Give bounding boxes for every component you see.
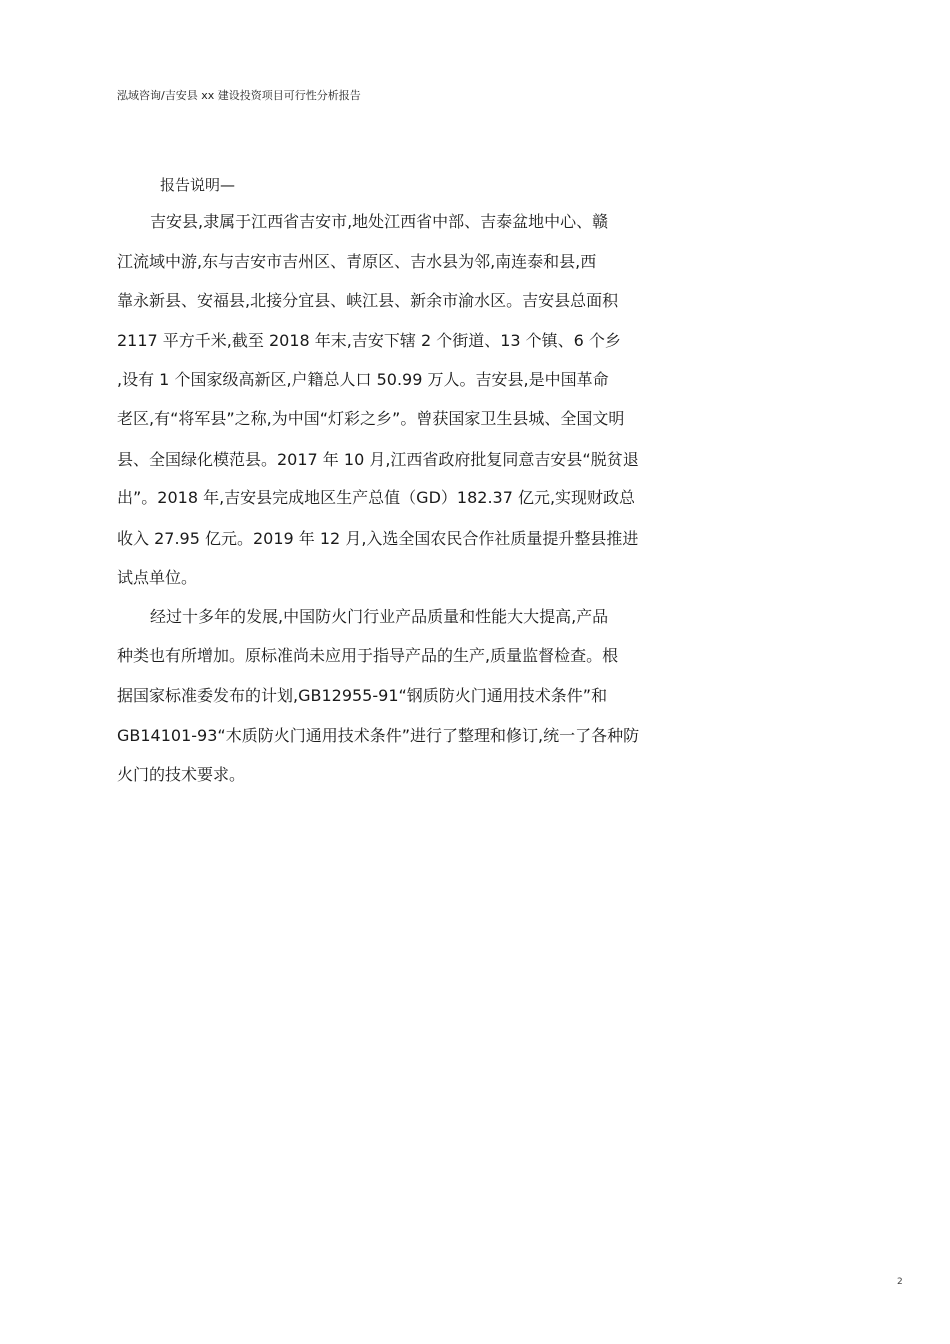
paragraph-1-line-2: 江流域中游,东与吉安市吉州区、青原区、吉水县为邻,南连泰和县,西: [117, 252, 597, 271]
paragraph-1-line-7: 县、全国绿化模范县。2017 年 10 月,江西省政府批复同意吉安县“脱贫退: [117, 450, 639, 469]
paragraph-1-line-4: 2117 平方千米,截至 2018 年末,吉安下辖 2 个街道、13 个镇、6 个乡: [117, 331, 621, 350]
paragraph-1-line-1: 吉安县,隶属于江西省吉安市,地处江西省中部、吉泰盆地中心、赣: [150, 212, 609, 231]
running-header: 泓域咨询/吉安县 xx 建设投资项目可行性分析报告: [117, 89, 361, 102]
paragraph-1-line-5: ,设有 1 个国家级高新区,户籍总人口 50.99 万人。吉安县,是中国革命: [117, 370, 609, 389]
section-heading: 报告说明—: [160, 176, 236, 194]
page-number: 2: [897, 1277, 903, 1287]
paragraph-2-line-5: 火门的技术要求。: [117, 765, 246, 784]
paragraph-2-line-4: GB14101-93“木质防火门通用技术条件”进行了整理和修订,统一了各种防: [117, 726, 640, 745]
paragraph-1-line-8: 出”。2018 年,吉安县完成地区生产总值（GD）182.37 亿元,实现财政总: [117, 488, 636, 507]
paragraph-2-line-2: 种类也有所增加。原标准尚未应用于指导产品的生产,质量监督检查。根: [117, 646, 619, 665]
paragraph-1-line-6: 老区,有“将军县”之称,为中国“灯彩之乡”。曾获国家卫生县城、全国文明: [117, 409, 625, 428]
paragraph-1-line-10: 试点单位。: [117, 568, 198, 587]
paragraph-2-line-1: 经过十多年的发展,中国防火门行业产品质量和性能大大提高,产品: [150, 607, 609, 626]
paragraph-1-line-3: 靠永新县、安福县,北接分宜县、峡江县、新余市渝水区。吉安县总面积: [117, 291, 619, 310]
paragraph-2-line-3: 据国家标准委发布的计划,GB12955-91“钢质防火门通用技术条件”和: [117, 686, 608, 705]
paragraph-1-line-9: 收入 27.95 亿元。2019 年 12 月,入选全国农民合作社质量提升整县推进: [117, 529, 639, 548]
